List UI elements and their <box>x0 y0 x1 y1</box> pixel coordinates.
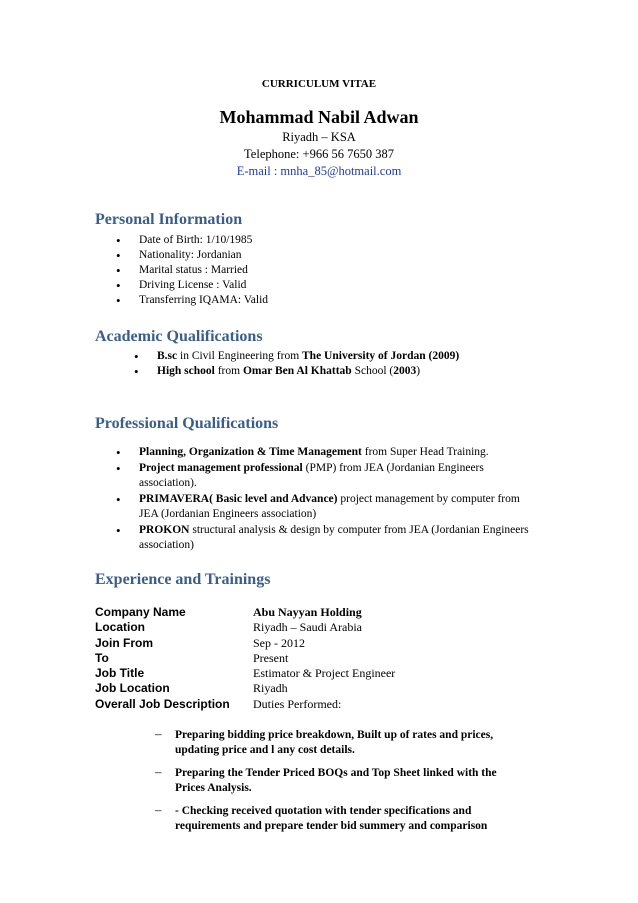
list-item: • Transferring IQAMA: Valid <box>116 293 268 308</box>
detail-value: Riyadh <box>253 681 288 696</box>
telephone: Telephone: +966 56 7650 387 <box>244 147 394 161</box>
qualification-name: PROKON <box>139 524 190 536</box>
detail-row <box>95 666 395 681</box>
list-item <box>116 461 536 491</box>
text: (PMP) from JEA (Jordanian Engineers association). <box>139 462 484 489</box>
qualification-name: Project management professional <box>139 462 303 474</box>
detail-label: Job Title <box>95 666 145 681</box>
list-item: • Marital status : Married <box>116 263 268 278</box>
qualification-name: PRIMAVERA( Basic level and Advance) <box>139 493 338 505</box>
degree: High school <box>157 365 215 377</box>
detail-row <box>95 681 395 696</box>
detail-label: Overall Job Description <box>95 696 230 711</box>
text: in Civil Engineering from <box>177 350 303 362</box>
duties-list <box>155 728 525 842</box>
text: ) <box>416 365 421 377</box>
experience-heading: Experience and Trainings <box>95 571 271 588</box>
address: Riyadh – KSA <box>282 130 356 144</box>
detail-row <box>95 620 395 635</box>
candidate-name: Mohammad Nabil Adwan <box>219 107 419 127</box>
detail-row <box>95 605 395 620</box>
list-item: • Driving License : Valid <box>116 278 268 293</box>
detail-value: Abu Nayyan Holding <box>253 605 362 619</box>
text: from Super Head Training. <box>361 446 489 458</box>
list-item <box>116 445 536 460</box>
detail-value: Sep - 2012 <box>253 635 305 650</box>
personal-information-heading: Personal Information <box>95 211 243 228</box>
detail-label: Join From <box>95 635 154 650</box>
detail-value: Duties Performed: <box>253 696 342 711</box>
academic-qualifications-heading: Academic Qualifications <box>95 328 263 345</box>
detail-label: Location <box>95 620 145 635</box>
academic-qualifications-list <box>134 349 459 379</box>
list-item <box>116 523 536 553</box>
list-item <box>134 349 459 364</box>
duty-item: – - Checking received quotation with tender specifications and requirements and prepare tender bid summery and comparison <box>155 804 525 834</box>
list-item <box>116 492 536 522</box>
professional-qualifications-heading: Professional Qualifications <box>95 415 279 432</box>
list-item: • Date of Birth: 1/10/1985 <box>116 233 268 248</box>
institution: Omar Ben Al Khattab <box>242 365 352 377</box>
email-link[interactable]: E-mail : mnha_85@hotmail.com <box>236 164 402 178</box>
detail-value: Riyadh – Saudi Arabia <box>253 620 362 635</box>
job-details <box>95 605 395 712</box>
professional-qualifications-list <box>116 445 536 554</box>
institution: The University of Jordan (2009) <box>302 350 460 362</box>
text: from <box>214 365 243 377</box>
list-item: • Nationality: Jordanian <box>116 248 268 263</box>
year: 2003 <box>393 365 417 377</box>
qualification-name: Planning, Organization & Time Management <box>139 446 362 458</box>
personal-information-list <box>116 233 268 308</box>
detail-row <box>95 697 395 712</box>
degree: B.sc <box>157 350 178 362</box>
duty-item: – Preparing bidding price breakdown, Built up of rates and prices, updating price and l any cost details. <box>155 728 525 758</box>
list-item <box>134 364 459 379</box>
document-title: CURRICULUM VITAE <box>261 78 377 90</box>
detail-label: Company Name <box>95 605 186 619</box>
text: structural analysis & design by computer from JEA (Jordanian Engineers association) <box>139 524 529 551</box>
text: School ( <box>351 365 394 377</box>
detail-value: Estimator & Project Engineer <box>253 666 396 681</box>
text: project management by computer from JEA (Jordanian Engineers association) <box>139 493 520 520</box>
detail-row <box>95 651 395 666</box>
detail-row <box>95 636 395 651</box>
detail-value: Present <box>253 650 289 665</box>
detail-label: To <box>95 650 109 665</box>
duty-item: – Preparing the Tender Priced BOQs and Top Sheet linked with the Prices Analysis. <box>155 766 525 796</box>
detail-label: Job Location <box>95 681 170 696</box>
